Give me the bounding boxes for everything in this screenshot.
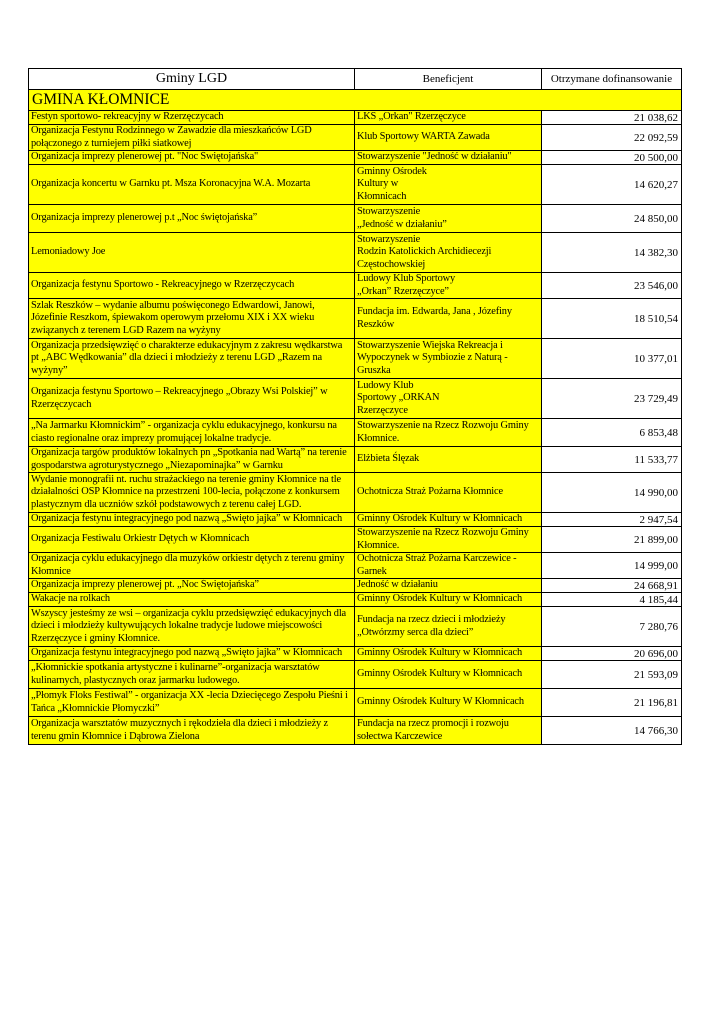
beneficiary-name: Stowarzyszenie na Rzecz Rozwoju Gminy Kłomnice.: [355, 527, 542, 553]
table-row: [29, 165, 682, 205]
table-row: [29, 205, 682, 233]
beneficiary-name: LKS „Orkan" Rzerzęczyce: [355, 111, 542, 125]
table-row: [29, 513, 682, 527]
table-row: [29, 125, 682, 151]
table-header-row: [29, 69, 682, 90]
funding-amount: 6 853,48: [542, 419, 682, 447]
table-row: [29, 593, 682, 607]
beneficiary-name: Fundacja im. Edwarda, Jana , Józefiny Reszków: [355, 299, 542, 339]
section-row: [29, 90, 682, 111]
beneficiary-name: Gminny Ośrodek Kultury w Kłomnicach: [355, 661, 542, 689]
project-name: Organizacja targów produktów lokalnych pn „Spotkania nad Wartą” na terenie gospodarstwa agroturystycznego „Niezapominajka” w Garnku: [29, 447, 355, 473]
funding-amount: 20 696,00: [542, 647, 682, 661]
beneficiary-name: Fundacja na rzecz promocji i rozwoju sołectwa Karczewice: [355, 717, 542, 745]
project-name: Organizacja cyklu edukacyjnego dla muzyków orkiestr dętych z terenu gminy Kłomnice: [29, 553, 355, 579]
project-name: Organizacja imprezy plenerowej p.t „Noc świętojańska”: [29, 205, 355, 233]
beneficiary-name: Elżbieta Ślęzak: [355, 447, 542, 473]
project-name: Organizacja przedsięwzięć o charakterze edukacyjnym z zakresu wędkarstwa pt „ABC Wędkowania” dla dzieci i młodzieży z terenu LGD „Razem na wyżyny”: [29, 339, 355, 379]
table-row: [29, 717, 682, 745]
beneficiary-name: Gminny Ośrodek Kultury W Kłomnicach: [355, 689, 542, 717]
table-row: [29, 379, 682, 419]
table-row: [29, 607, 682, 647]
table-row: [29, 339, 682, 379]
beneficiary-name: Gminny Ośrodek Kultury w Kłomnicach: [355, 165, 542, 205]
funding-amount: 24 850,00: [542, 205, 682, 233]
table-row: [29, 689, 682, 717]
table-row: [29, 299, 682, 339]
table-row: [29, 473, 682, 513]
header-beneficjent: Beneficjent: [355, 69, 542, 90]
section-title: GMINA KŁOMNICE: [29, 90, 682, 111]
funding-amount: 24 668,91: [542, 579, 682, 593]
project-name: Szlak Reszków – wydanie albumu poświęconego Edwardowi, Janowi, Józefinie Reszkom, śpiewakom operowym przełomu XIX i XX wieku związanych z terenem LGD Razem na wyżyny: [29, 299, 355, 339]
funding-amount: 14 382,30: [542, 233, 682, 273]
project-name: Organizacja Festiwalu Orkiestr Dętych w Kłomnicach: [29, 527, 355, 553]
beneficiary-name: Ochotnicza Straż Pożarna Karczewice - Garnek: [355, 553, 542, 579]
project-name: Organizacja festynu Sportowo – Rekreacyjnego „Obrazy Wsi Polskiej” w Rzerzęczycach: [29, 379, 355, 419]
project-name: „Kłomnickie spotkania artystyczne i kulinarne”-organizacja warsztatów kulinarnych, plastycznych oraz jarmarku ludowego.: [29, 661, 355, 689]
project-name: Organizacja festynu integracyjnego pod nazwą „Święto jajka” w Kłomnicach: [29, 647, 355, 661]
table-row: [29, 447, 682, 473]
funding-amount: 18 510,54: [542, 299, 682, 339]
beneficiary-name: Stowarzyszenie na Rzecz Rozwoju Gminy Kłomnice.: [355, 419, 542, 447]
funding-amount: 21 593,09: [542, 661, 682, 689]
project-name: Organizacja imprezy plenerowej pt. "Noc Świętojańska": [29, 151, 355, 165]
beneficiary-name: Ludowy Klub Sportowy „ORKAN Rzerzęczyce: [355, 379, 542, 419]
project-name: Organizacja imprezy plenerowej pt. „Noc Świętojańska”: [29, 579, 355, 593]
beneficiary-name: Gminny Ośrodek Kultury w Kłomnicach: [355, 593, 542, 607]
table-row: [29, 647, 682, 661]
table-row: [29, 419, 682, 447]
funding-amount: 11 533,77: [542, 447, 682, 473]
table-row: [29, 661, 682, 689]
beneficiary-name: Stowarzyszenie „Jedność w działaniu”: [355, 205, 542, 233]
project-name: Organizacja festynu Sportowo - Rekreacyjnego w Rzerzęczycach: [29, 273, 355, 299]
project-name: Wydanie monografii nt. ruchu strażackiego na terenie gminy Kłomnice na tle działalności OSP Kłomnice na przestrzeni 100-lecia, połączone z konkursem plastycznym dla uczniów szkół podstawowych z terenu całej LGD.: [29, 473, 355, 513]
table-row: [29, 273, 682, 299]
funding-amount: 21 196,81: [542, 689, 682, 717]
project-name: Organizacja festynu integracyjnego pod nazwą „Święto jajka” w Kłomnicach: [29, 513, 355, 527]
project-name: „Na Jarmarku Kłomnickim” - organizacja cyklu edukacyjnego, konkursu na ciasto regionalne oraz imprezy promującej lokalne tradycje.: [29, 419, 355, 447]
beneficiary-name: Stowarzyszenie "Jedność w działaniu": [355, 151, 542, 165]
funding-table: [28, 68, 682, 745]
beneficiary-name: Ochotnicza Straż Pożarna Kłomnice: [355, 473, 542, 513]
funding-amount: 2 947,54: [542, 513, 682, 527]
table-row: [29, 151, 682, 165]
project-name: Organizacja Festynu Rodzinnego w Zawadzie dla mieszkańców LGD połączonego z turniejem piłki siatkowej: [29, 125, 355, 151]
beneficiary-name: Gminny Ośrodek Kultury w Kłomnicach: [355, 513, 542, 527]
funding-amount: 14 999,00: [542, 553, 682, 579]
header-gminy-lgd: Gminy LGD: [29, 69, 355, 90]
funding-amount: 14 766,30: [542, 717, 682, 745]
table-row: [29, 233, 682, 273]
funding-amount: 20 500,00: [542, 151, 682, 165]
funding-amount: 7 280,76: [542, 607, 682, 647]
beneficiary-name: Fundacja na rzecz dzieci i młodzieży „Otwórzmy serca dla dzieci”: [355, 607, 542, 647]
funding-table-sheet: [28, 68, 681, 745]
project-name: Lemoniadowy Joe: [29, 233, 355, 273]
table-row: [29, 527, 682, 553]
table-row: [29, 553, 682, 579]
funding-amount: 22 092,59: [542, 125, 682, 151]
project-name: Wakacje na rolkach: [29, 593, 355, 607]
beneficiary-name: Ludowy Klub Sportowy „Orkan” Rzerzęczyce”: [355, 273, 542, 299]
beneficiary-name: Klub Sportowy WARTA Zawada: [355, 125, 542, 151]
funding-amount: 10 377,01: [542, 339, 682, 379]
beneficiary-name: Gminny Ośrodek Kultury w Kłomnicach: [355, 647, 542, 661]
beneficiary-name: Jedność w działaniu: [355, 579, 542, 593]
beneficiary-name: Stowarzyszenie Rodzin Katolickich Archidiecezji Częstochowskiej: [355, 233, 542, 273]
funding-amount: 14 620,27: [542, 165, 682, 205]
project-name: Festyn sportowo- rekreacyjny w Rzerzęczycach: [29, 111, 355, 125]
table-row: [29, 579, 682, 593]
funding-amount: 21 038,62: [542, 111, 682, 125]
funding-amount: 21 899,00: [542, 527, 682, 553]
header-dofinansowanie: Otrzymane dofinansowanie: [542, 69, 682, 90]
project-name: Wszyscy jesteśmy ze wsi – organizacja cyklu przedsięwzięć edukacyjnych dla dzieci i młodzieży kultywujących lokalne tradycje ludowe miejscowości Rzerzęczyce i gminy Kłomnice.: [29, 607, 355, 647]
table-row: [29, 111, 682, 125]
funding-amount: 4 185,44: [542, 593, 682, 607]
project-name: Organizacja warsztatów muzycznych i rękodzieła dla dzieci i młodzieży z terenu gmin Kłomnice i Dąbrowa Zielona: [29, 717, 355, 745]
funding-amount: 14 990,00: [542, 473, 682, 513]
funding-amount: 23 729,49: [542, 379, 682, 419]
project-name: Organizacja koncertu w Garnku pt. Msza Koronacyjna W.A. Mozarta: [29, 165, 355, 205]
beneficiary-name: Stowarzyszenie Wiejska Rekreacja i Wypoczynek w Symbiozie z Naturą -Gruszka: [355, 339, 542, 379]
funding-amount: 23 546,00: [542, 273, 682, 299]
project-name: „Płomyk Floks Festiwal” - organizacja XX -lecia Dziecięcego Zespołu Pieśni i Tańca „Kłomnickie Płomyczki”: [29, 689, 355, 717]
